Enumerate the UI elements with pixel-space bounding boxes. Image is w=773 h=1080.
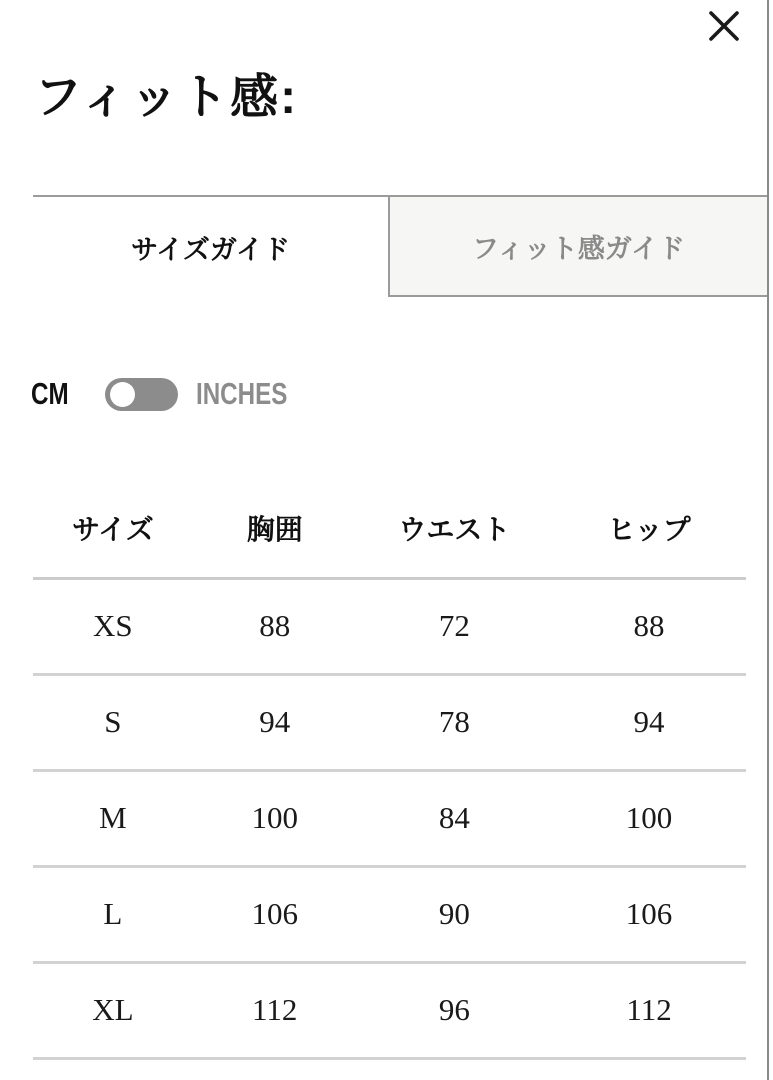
table-row-s xyxy=(33,674,746,770)
hip-cell: 106 xyxy=(552,866,746,962)
hip-cell: 100 xyxy=(552,770,746,866)
waist-cell: 78 xyxy=(357,674,552,770)
waist-cell: 84 xyxy=(357,770,552,866)
tab-bar xyxy=(33,195,767,297)
waist-cell: 90 xyxy=(357,866,552,962)
chest-cell: 88 xyxy=(193,578,357,674)
chest-cell: 100 xyxy=(193,770,357,866)
col-header-waist: ウエスト xyxy=(357,480,552,578)
close-button[interactable] xyxy=(701,3,747,49)
unit-toggle-row xyxy=(31,375,313,413)
size-cell: L xyxy=(33,866,193,962)
unit-toggle-knob xyxy=(110,382,135,407)
size-table-header-row xyxy=(33,480,746,578)
tab-fit-guide[interactable] xyxy=(388,197,767,297)
hip-cell: 94 xyxy=(552,674,746,770)
size-cell: XL xyxy=(33,962,193,1058)
col-header-size: サイズ xyxy=(33,480,193,578)
table-row-l xyxy=(33,866,746,962)
col-header-chest: 胸囲 xyxy=(193,480,357,578)
col-header-hip: ヒップ xyxy=(552,480,746,578)
chest-cell: 106 xyxy=(193,866,357,962)
cm-label: CM xyxy=(31,376,69,411)
modal-title: フィット感: xyxy=(34,71,299,124)
size-cell: S xyxy=(33,674,193,770)
hip-cell: 88 xyxy=(552,578,746,674)
size-table xyxy=(33,480,746,1060)
size-cell: M xyxy=(33,770,193,866)
tab-fit-guide-label: フィット感ガイド xyxy=(471,233,686,264)
chest-cell: 112 xyxy=(193,962,357,1058)
waist-cell: 96 xyxy=(357,962,552,1058)
inches-label: INCHES xyxy=(196,376,288,411)
size-cell: XS xyxy=(33,578,193,674)
unit-toggle[interactable] xyxy=(105,378,178,411)
tab-size-guide-label: サイズガイド xyxy=(130,234,291,265)
table-row-xs xyxy=(33,578,746,674)
waist-cell: 72 xyxy=(357,578,552,674)
tab-size-guide[interactable] xyxy=(33,197,388,297)
close-icon xyxy=(704,6,744,46)
modal-right-edge xyxy=(767,0,769,1080)
table-row-xl xyxy=(33,962,746,1058)
table-row-m xyxy=(33,770,746,866)
chest-cell: 94 xyxy=(193,674,357,770)
hip-cell: 112 xyxy=(552,962,746,1058)
